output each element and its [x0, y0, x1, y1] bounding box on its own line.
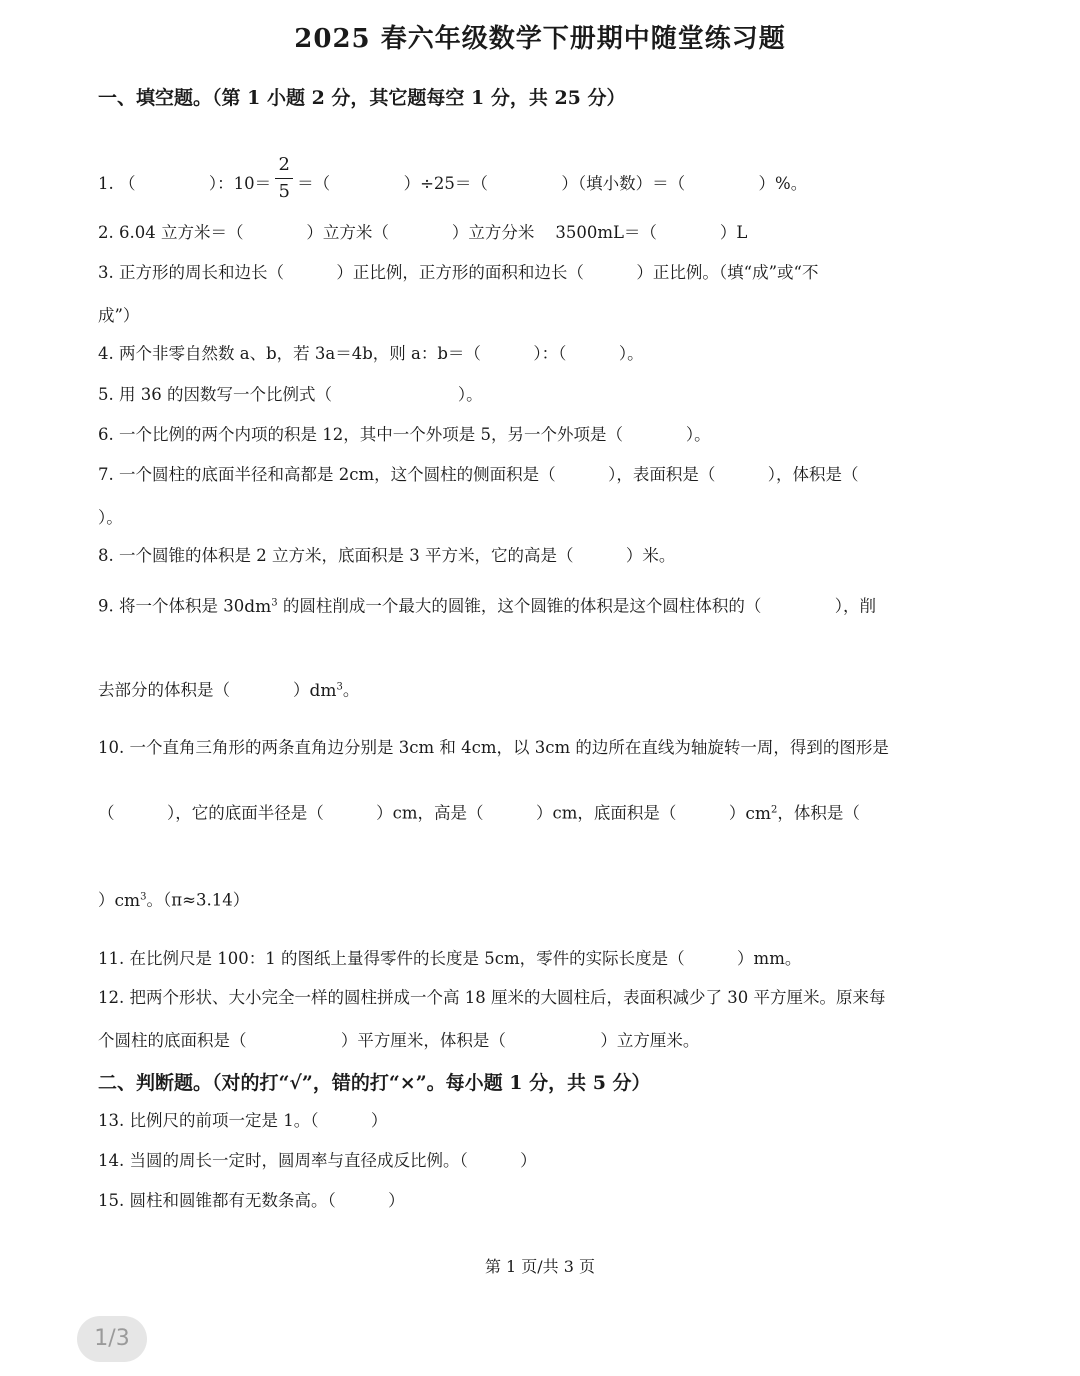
- question-12-line-2: 个圆柱的底面积是（ ）平方厘米，体积是（ ）立方厘米。: [98, 1031, 700, 1050]
- question-9-part-2: 的圆柱削成一个最大的圆锥，这个圆锥的体积是这个圆柱体积的（ ），削: [277, 596, 877, 616]
- page-title: 2025 春六年级数学下册期中随堂练习题: [294, 24, 786, 54]
- question-3-line-1: 3. 正方形的周长和边长（ ）正比例，正方形的面积和边长（ ）正比例。（填“成”或“不: [98, 263, 819, 282]
- question-9-line-2-text: 去部分的体积是（ ）: [98, 680, 310, 700]
- question-10-line-3: [98, 886, 249, 912]
- question-9-line-1: [98, 592, 876, 618]
- question-10-line-3-start: ）: [98, 890, 115, 910]
- question-7-line-2: ）。: [98, 508, 123, 527]
- unit-exponent: 2: [770, 804, 778, 815]
- unit-dm3: [244, 597, 277, 617]
- question-8: 8. 一个圆锥的体积是 2 立方米，底面积是 3 平方米，它的高是（ ）米。: [98, 546, 676, 565]
- question-10-line-1: 10. 一个直角三角形的两条直角边分别是 3cm 和 4cm，以 3cm 的边所在直线为轴旋转一周，得到的图形是: [98, 738, 889, 757]
- fraction-numerator: 2: [275, 154, 293, 179]
- section-fill-blank-heading: 一、填空题。（第 1 小题 2 分，其它题每空 1 分，共 25 分）: [98, 87, 626, 109]
- question-13: 13. 比例尺的前项一定是 1。（ ）: [98, 1111, 388, 1130]
- question-6: 6. 一个比例的两个内项的积是 12，其中一个外项是 5，另一个外项是（ ）。: [98, 425, 711, 444]
- unit-exponent: 3: [336, 681, 343, 692]
- unit-dm3: [309, 681, 342, 701]
- fraction-two-fifths: [275, 154, 293, 203]
- question-15: 15. 圆柱和圆锥都有无数条高。（ ）: [98, 1191, 405, 1210]
- section-true-false-heading: 二、判断题。（对的打“√”，错的打“×”。每小题 1 分，共 5 分）: [98, 1072, 651, 1094]
- question-11: 11. 在比例尺是 100：1 的图纸上量得零件的长度是 5cm，零件的实际长度是（ ）mm。: [98, 949, 802, 968]
- unit-cm2: [745, 804, 777, 824]
- question-12-line-1: 12. 把两个形状、大小完全一样的圆柱拼成一个高 18 厘米的大圆柱后，表面积减少了 30 平方厘米。原来每: [98, 988, 886, 1007]
- question-10-line-2-end: ，体积是（: [777, 803, 860, 823]
- page-footer: 第 1 页/共 3 页: [484, 1257, 596, 1276]
- question-10-line-2-text: （ ），它的底面半径是（ ）cm，高是（ ）cm，底面积是（ ）: [98, 803, 746, 823]
- question-10-line-2: [98, 799, 860, 825]
- unit-label: cm: [114, 890, 141, 911]
- question-4: 4. 两个非零自然数 a、b，若 3a＝4b，则 a：b＝（ ）：（ ）。: [98, 344, 644, 363]
- question-1-prefix: 1. （ ）：10＝: [98, 174, 272, 193]
- fraction-denominator: 5: [278, 181, 290, 202]
- question-9-part-1: 9. 将一个体积是 30: [98, 596, 245, 616]
- question-14: 14. 当圆的周长一定时，圆周率与直径成反比例。（ ）: [98, 1151, 537, 1170]
- question-1-suffix: ＝（ ）÷25＝（ ）（填小数）＝（ ）%。: [297, 174, 808, 193]
- unit-exponent: 3: [271, 597, 278, 608]
- page-indicator[interactable]: 1/3: [77, 1316, 147, 1362]
- unit-label: dm: [244, 596, 272, 617]
- question-9-line-2: [98, 676, 359, 702]
- unit-exponent: 3: [140, 891, 147, 902]
- unit-label: dm: [309, 680, 337, 701]
- question-5: 5. 用 36 的因数写一个比例式（ ）。: [98, 385, 483, 404]
- question-10-line-3-end: 。（π≈3.14）: [146, 890, 250, 910]
- question-3-line-2: 成”）: [98, 306, 140, 325]
- question-1: [98, 154, 808, 209]
- question-9-end: 。: [342, 680, 360, 700]
- unit-label: cm: [745, 803, 771, 824]
- question-7-line-1: 7. 一个圆柱的底面半径和高都是 2cm，这个圆柱的侧面积是（ ），表面积是（ ），体积是（: [98, 465, 859, 484]
- unit-cm3: [115, 891, 147, 911]
- question-2: 2. 6.04 立方米＝（ ）立方米（ ）立方分米 3500mL＝（ ）L: [98, 223, 748, 242]
